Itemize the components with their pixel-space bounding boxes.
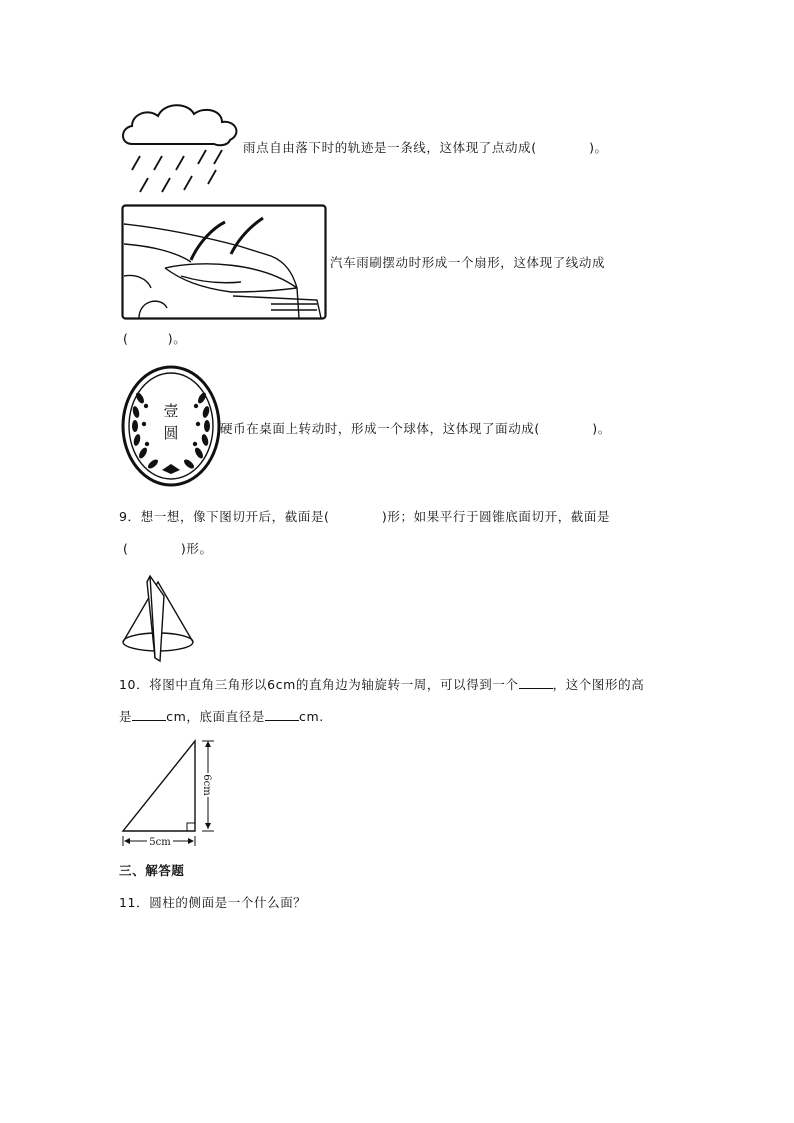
question-10-line2-c: cm.	[298, 709, 324, 724]
coin-char-1: 壹	[163, 402, 179, 420]
height-label-6cm: 6cm	[201, 774, 212, 796]
cone-cut-image	[120, 574, 200, 664]
question-10-line2-b: cm，底面直径是	[166, 709, 265, 724]
answer-blank-height[interactable]	[132, 708, 166, 721]
answer-blank-diameter[interactable]	[265, 708, 299, 721]
question-rain-text: 雨点自由落下时的轨迹是一条线，这体现了点动成( )。	[243, 140, 608, 155]
question-9-line2: ( )形。	[123, 541, 213, 556]
question-10-line2-a: 是	[119, 709, 133, 724]
base-label-5cm: 5cm	[149, 837, 171, 848]
section-3-heading: 三、解答题	[119, 863, 185, 878]
question-wiper-line1: 汽车雨刷摆动时形成一个扇形，这体现了线动成	[330, 255, 606, 270]
question-coin-text: 硬币在桌面上转动时，形成一个球体，这体现了面动成( )。	[220, 421, 611, 436]
question-wiper-line2: ( )。	[123, 331, 187, 346]
answer-blank-shape[interactable]	[519, 676, 553, 689]
question-10-line1-b: ，这个图形的高	[552, 677, 645, 692]
coin-image	[120, 364, 222, 488]
coin-char-2: 圆	[163, 424, 179, 442]
question-10-line1-a: 10．将图中直角三角形以6cm的直角边为轴旋转一周，可以得到一个	[119, 677, 519, 692]
car-wiper-image	[121, 204, 327, 320]
question-10-line1	[119, 676, 644, 693]
question-9-line1: 9．想一想，像下图切开后，截面是( )形；如果平行于圆锥底面切开，截面是	[119, 509, 611, 524]
right-triangle-image	[116, 735, 220, 849]
question-11-text: 11．圆柱的侧面是一个什么面？	[119, 895, 307, 910]
rain-cloud-image	[118, 98, 244, 198]
question-10-line2	[119, 708, 324, 725]
